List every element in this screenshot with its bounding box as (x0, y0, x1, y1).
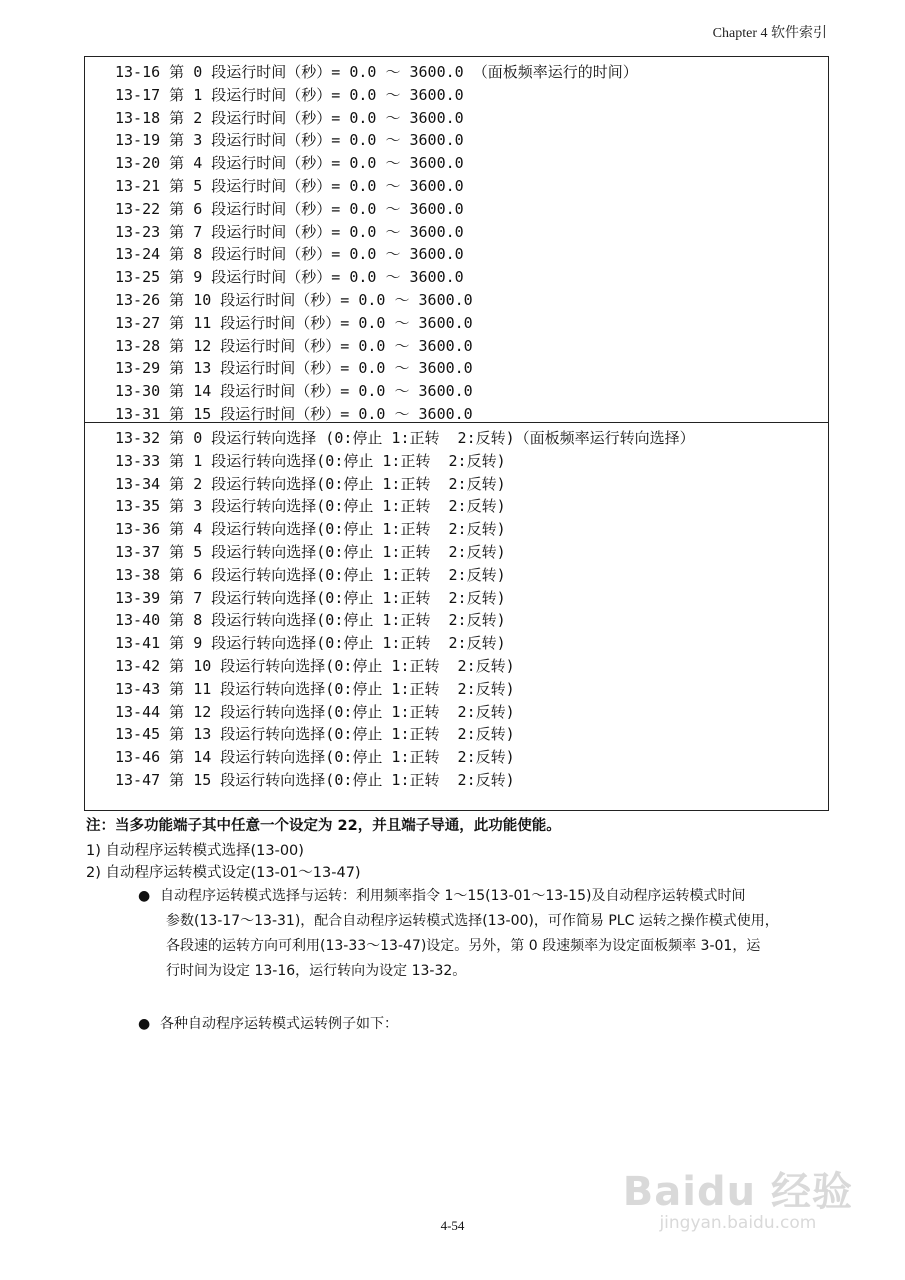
parameter-row: 13-30 第 14 段运行时间（秒）= 0.0 ～ 3600.0 (115, 382, 473, 401)
paragraph-line: 行时间为设定 13-16，运行转向为设定 13-32。 (166, 963, 467, 979)
parameter-row: 13-40 第 8 段运行转向选择(0:停止 1:正转 2:反转) (115, 611, 506, 630)
parameter-row: 13-42 第 10 段运行转向选择(0:停止 1:正转 2:反转) (115, 656, 515, 675)
watermark-logo: Baidu 经验 (622, 1169, 853, 1215)
direction-parameter-box (84, 422, 829, 811)
parameter-row: 13-18 第 2 段运行时间（秒）= 0.0 ～ 3600.0 (115, 108, 464, 127)
bullet-icon: ● (138, 1016, 151, 1032)
paragraph-line: 自动程序运转模式选择与运转：利用频率指令 1～15(13-01～13-15)及自动程序运转模式时间 (160, 888, 746, 904)
watermark-url: jingyan.baidu.com (659, 1213, 817, 1233)
parameter-row: 13-29 第 13 段运行时间（秒）= 0.0 ～ 3600.0 (115, 359, 473, 378)
parameter-row: 13-25 第 9 段运行时间（秒）= 0.0 ～ 3600.0 (115, 268, 464, 287)
bullet-paragraph-1 (140, 884, 830, 984)
list-item-2: 2) 自动程序运转模式设定(13-01～13-47) (86, 865, 361, 881)
parameter-row: 13-31 第 15 段运行时间（秒）= 0.0 ～ 3600.0 (115, 404, 473, 423)
list-item-1: 1) 自动程序运转模式选择(13-00) (86, 843, 304, 859)
parameter-row: 13-19 第 3 段运行时间（秒）= 0.0 ～ 3600.0 (115, 131, 464, 150)
parameter-row: 13-26 第 10 段运行时间（秒）= 0.0 ～ 3600.0 (115, 290, 473, 309)
parameter-row: 13-43 第 11 段运行转向选择(0:停止 1:正转 2:反转) (115, 679, 515, 698)
parameter-row: 13-37 第 5 段运行转向选择(0:停止 1:正转 2:反转) (115, 542, 506, 561)
direction-rows (115, 427, 695, 792)
parameter-row: 13-45 第 13 段运行转向选择(0:停止 1:正转 2:反转) (115, 725, 515, 744)
parameter-row: 13-46 第 14 段运行转向选择(0:停止 1:正转 2:反转) (115, 748, 515, 767)
page-number: 4-54 (440, 1218, 465, 1233)
parameter-row: 13-16 第 0 段运行时间（秒）= 0.0 ～ 3600.0 （面板频率运行的时间） (115, 63, 638, 81)
parameter-row: 13-20 第 4 段运行时间（秒）= 0.0 ～ 3600.0 (115, 154, 464, 173)
parameter-row: 13-24 第 8 段运行时间（秒）= 0.0 ～ 3600.0 (115, 245, 464, 264)
parameter-row: 13-28 第 12 段运行时间（秒）= 0.0 ～ 3600.0 (115, 336, 473, 355)
paragraph-line: 各种自动程序运转模式运转例子如下： (160, 1016, 398, 1032)
parameter-row: 13-47 第 15 段运行转向选择(0:停止 1:正转 2:反转) (115, 770, 515, 789)
parameter-row: 13-32 第 0 段运行转向选择 (0:停止 1:正转 2:反转)（面板频率运行转向选择） (115, 429, 695, 447)
bullet-paragraph-2 (140, 1012, 398, 1037)
chapter-header: Chapter 4 软件索引 (712, 26, 827, 41)
parameter-row: 13-22 第 6 段运行时间（秒）= 0.0 ～ 3600.0 (115, 199, 464, 218)
parameter-row: 13-35 第 3 段运行转向选择(0:停止 1:正转 2:反转) (115, 497, 506, 516)
paragraph-line: 参数(13-17～13-31)，配合自动程序运转模式选择(13-00)，可作简易 PLC 运转之操作模式使用， (166, 913, 779, 929)
parameter-row: 13-21 第 5 段运行时间（秒）= 0.0 ～ 3600.0 (115, 176, 464, 195)
parameter-row: 13-39 第 7 段运行转向选择(0:停止 1:正转 2:反转) (115, 588, 506, 607)
parameter-row: 13-27 第 11 段运行时间（秒）= 0.0 ～ 3600.0 (115, 313, 473, 332)
parameter-row: 13-23 第 7 段运行时间（秒）= 0.0 ～ 3600.0 (115, 222, 464, 241)
parameter-row: 13-17 第 1 段运行时间（秒）= 0.0 ～ 3600.0 (115, 85, 464, 104)
parameter-row: 13-34 第 2 段运行转向选择(0:停止 1:正转 2:反转) (115, 474, 506, 493)
parameter-row: 13-33 第 1 段运行转向选择(0:停止 1:正转 2:反转) (115, 451, 506, 470)
parameter-row: 13-36 第 4 段运行转向选择(0:停止 1:正转 2:反转) (115, 520, 506, 539)
parameter-row: 13-41 第 9 段运行转向选择(0:停止 1:正转 2:反转) (115, 634, 506, 653)
note-text: 注：当多功能端子其中任意一个设定为 22，并且端子导通，此功能使能。 (86, 818, 561, 834)
run-time-parameter-box (84, 56, 829, 423)
bullet-icon: ● (138, 888, 151, 904)
parameter-row: 13-38 第 6 段运行转向选择(0:停止 1:正转 2:反转) (115, 565, 506, 584)
paragraph-line: 各段速的运转方向可利用(13-33～13-47)设定。另外，第 0 段速频率为设定面板频率 3-01，运 (166, 938, 761, 954)
run-time-rows (115, 61, 638, 426)
parameter-row: 13-44 第 12 段运行转向选择(0:停止 1:正转 2:反转) (115, 702, 515, 721)
